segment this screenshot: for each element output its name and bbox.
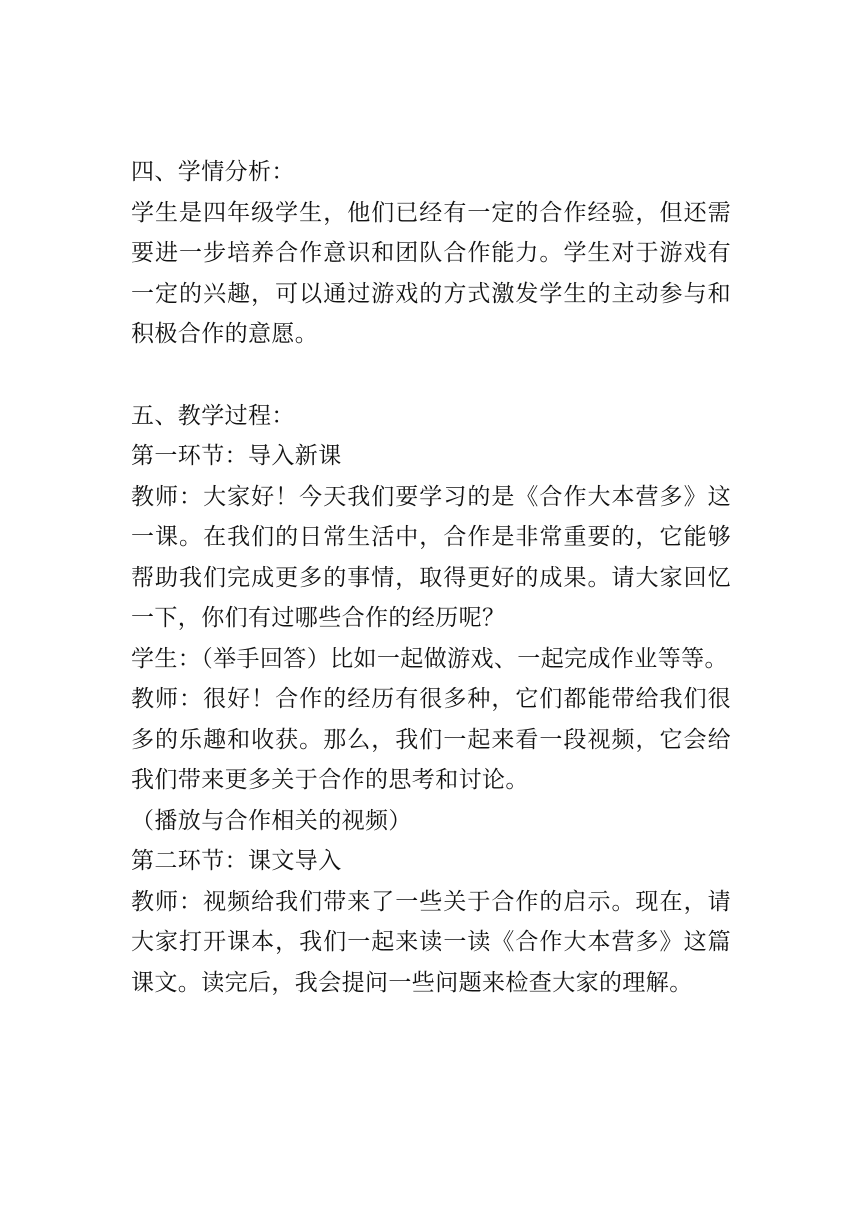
document-body: [131, 152, 731, 1003]
section-heading-teaching-process: 五、教学过程：: [131, 402, 295, 429]
step1-teacher-paragraph-1: 教师：大家好！今天我们要学习的是《合作大本营多》这一课。在我们的日常生活中，合作是非常重要的，它能够帮助我们完成更多的事情，取得更好的成果。请大家回忆一下，你们有过哪些合作的经历呢？: [131, 483, 731, 631]
step1-video-note: （播放与合作相关的视频）: [131, 807, 412, 834]
step1-title: 第一环节：导入新课: [131, 443, 342, 469]
step1-teacher-paragraph-2: 教师：很好！合作的经历有很多种，它们都能带给我们很多的乐趣和收获。那么，我们一起来看一段视频，它会给我们带来更多关于合作的思考和讨论。: [131, 686, 731, 793]
step2-title: 第二环节：课文导入: [131, 848, 342, 874]
step2-teacher-paragraph-1: 教师：视频给我们带来了一些关于合作的启示。现在，请大家打开课本，我们一起来读一读《合作大本营多》这篇课文。读完后，我会提问一些问题来检查大家的理解。: [131, 888, 731, 996]
section-heading-learner-analysis: 四、学情分析：: [131, 159, 295, 185]
learner-analysis-paragraph: 学生是四年级学生，他们已经有一定的合作经验，但还需要进一步培养合作意识和团队合作能力。学生对于游戏有一定的兴趣，可以通过游戏的方式激发学生的主动参与和积极合作的意愿。: [131, 199, 731, 347]
section-spacer: [131, 355, 731, 396]
step1-student-paragraph: 学生：（举手回答）比如一起做游戏、一起完成作业等等。: [131, 645, 728, 672]
